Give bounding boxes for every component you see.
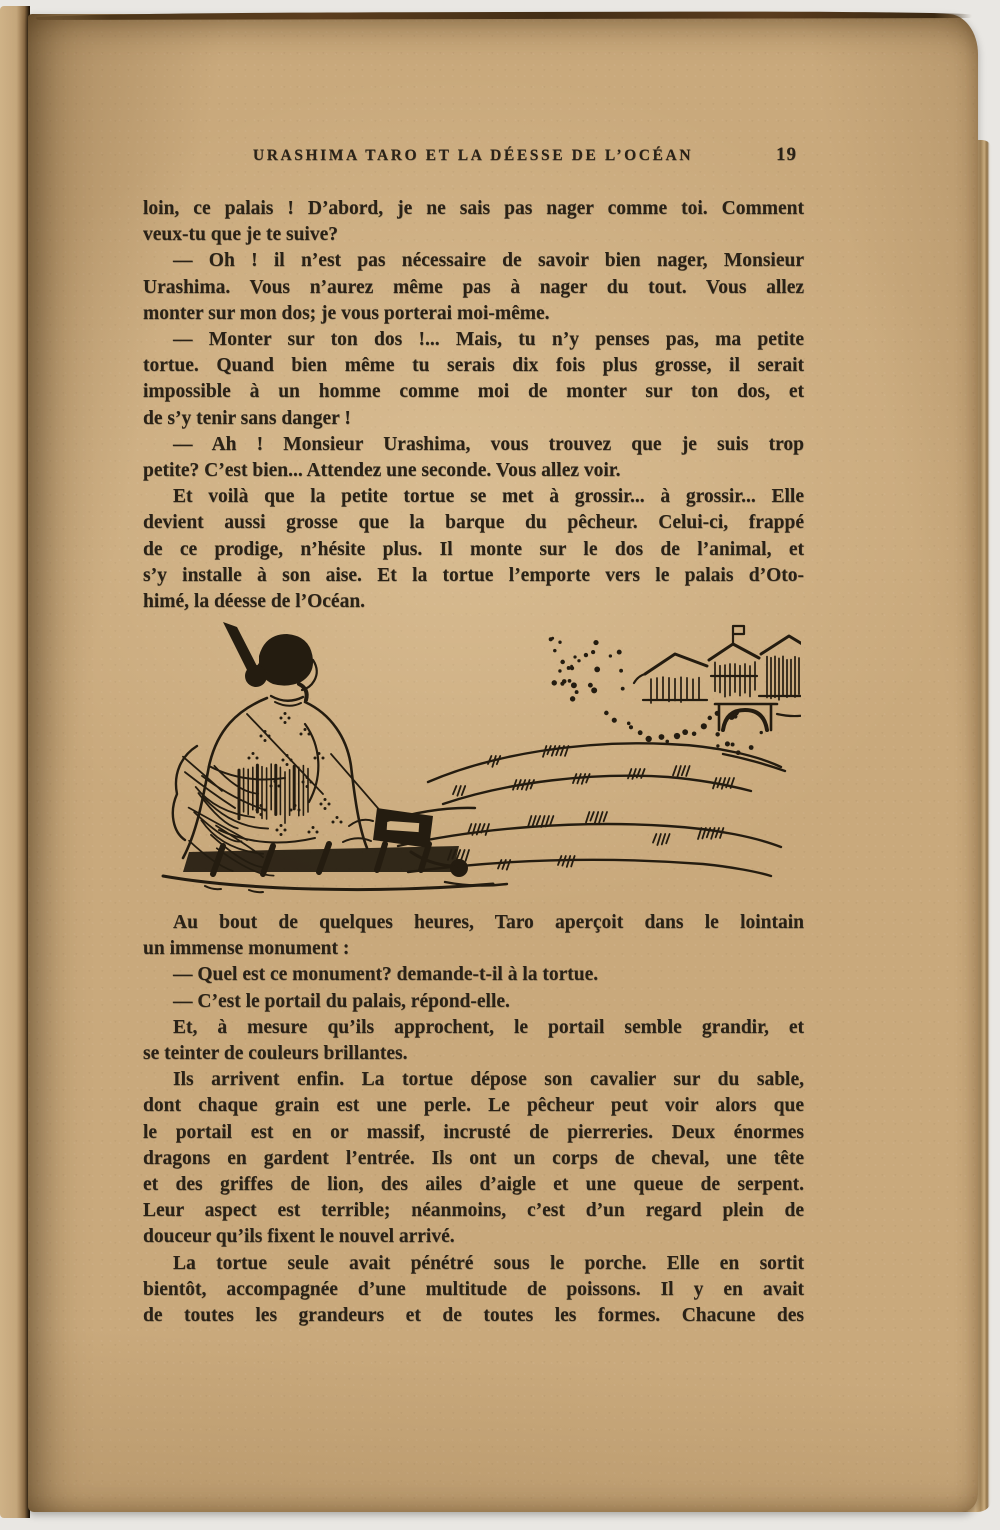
- bubbles: [549, 637, 763, 755]
- text-line: devient aussi grosse que la barque du pêcheur. Celui-ci, frappé: [143, 512, 804, 534]
- illustration-taro-turtle-palace: [153, 614, 801, 904]
- text-line: — C’est le portail du palais, répond-elle.: [173, 990, 510, 1012]
- text-line: de s’y tenir sans danger !: [143, 407, 351, 429]
- text-line: de ce prodige, n’hésite plus. Il monte sur le dos de l’animal, et: [143, 538, 804, 560]
- text-line: loin, ce palais ! D’abord, je ne sais pas nager comme toi. Comment: [143, 198, 804, 219]
- text-line: Et, à mesure qu’ils approchent, le portail semble grandir, et: [173, 1016, 804, 1038]
- text-line: Ils arrivent enfin. La tortue dépose son cavalier sur du sable,: [173, 1069, 804, 1091]
- running-header: [143, 144, 803, 173]
- text-line: dont chaque grain est une perle. Le pêcheur peut voir alors que: [143, 1095, 804, 1117]
- text-line: et des griffes de lion, des ailes d’aigle et une queue de serpent.: [143, 1174, 804, 1196]
- text-line: — Quel est ce monument? demande-t-il à la tortue.: [173, 964, 599, 986]
- page-number: 19: [776, 144, 797, 165]
- text-block-lower: [143, 910, 804, 1329]
- text-line: petite? C’est bien... Attendez une seconde. Vous allez voir.: [143, 460, 621, 482]
- taro-figure: [163, 622, 493, 892]
- text-line: Leur aspect est terrible; néanmoins, c’est d’un regard plein de: [143, 1200, 804, 1222]
- text-line: Au bout de quelques heures, Taro aperçoit dans le lointain: [173, 912, 804, 933]
- text-line: un immense monument :: [143, 938, 350, 960]
- book-page: [28, 14, 978, 1512]
- text-line: — Ah ! Monsieur Urashima, vous trouvez que je suis trop: [173, 433, 804, 455]
- text-line: de toutes les grandeurs et de toutes les formes. Chacune des: [143, 1305, 804, 1327]
- text-line: bientôt, accompagnée d’une multitude de poissons. Il y en avait: [143, 1278, 804, 1300]
- text-line: himé, la déesse de l’Océan.: [143, 591, 366, 613]
- illustration-svg: [153, 614, 801, 904]
- text-line: — Oh ! il n’est pas nécessaire de savoir bien nager, Monsieur: [173, 250, 804, 272]
- text-line: s’y installe à son aise. Et la tortue l’emporte vers le palais d’Oto-: [143, 564, 804, 586]
- text-line: Et voilà que la petite tortue se met à grossir... à grossir... Elle: [173, 486, 804, 508]
- text-line: douceur qu’ils fixent le nouvel arrivé.: [143, 1226, 455, 1248]
- text-line: La tortue seule avait pénétré sous le porche. Elle en sortit: [173, 1252, 804, 1274]
- text-line: monter sur mon dos; je vous porterai moi-même.: [143, 302, 550, 324]
- text-line: veux-tu que je te suive?: [143, 224, 338, 246]
- text-line: impossible à un homme comme moi de monter sur ton dos, et: [143, 381, 804, 403]
- chapter-title: URASHIMA TARO ET LA DÉESSE DE L’OCÉAN: [252, 147, 694, 164]
- text-line: dragons en gardent l’entrée. Ils ont un corps de cheval, une tête: [143, 1147, 804, 1169]
- previous-page-edge: [0, 6, 30, 1518]
- text-line: tortue. Quand bien même tu serais dix fois plus grosse, il serait: [143, 355, 804, 377]
- text-block-upper: [143, 196, 804, 615]
- text-line: se teinter de couleurs brillantes.: [143, 1043, 408, 1065]
- text-line: — Monter sur ton dos !... Mais, tu n’y penses pas, ma petite: [173, 329, 804, 351]
- text-line: le portail est en or massif, incrusté de pierreries. Deux énormes: [143, 1121, 804, 1143]
- text-line: Urashima. Vous n’aurez même pas à nager du tout. Vous allez: [143, 276, 804, 298]
